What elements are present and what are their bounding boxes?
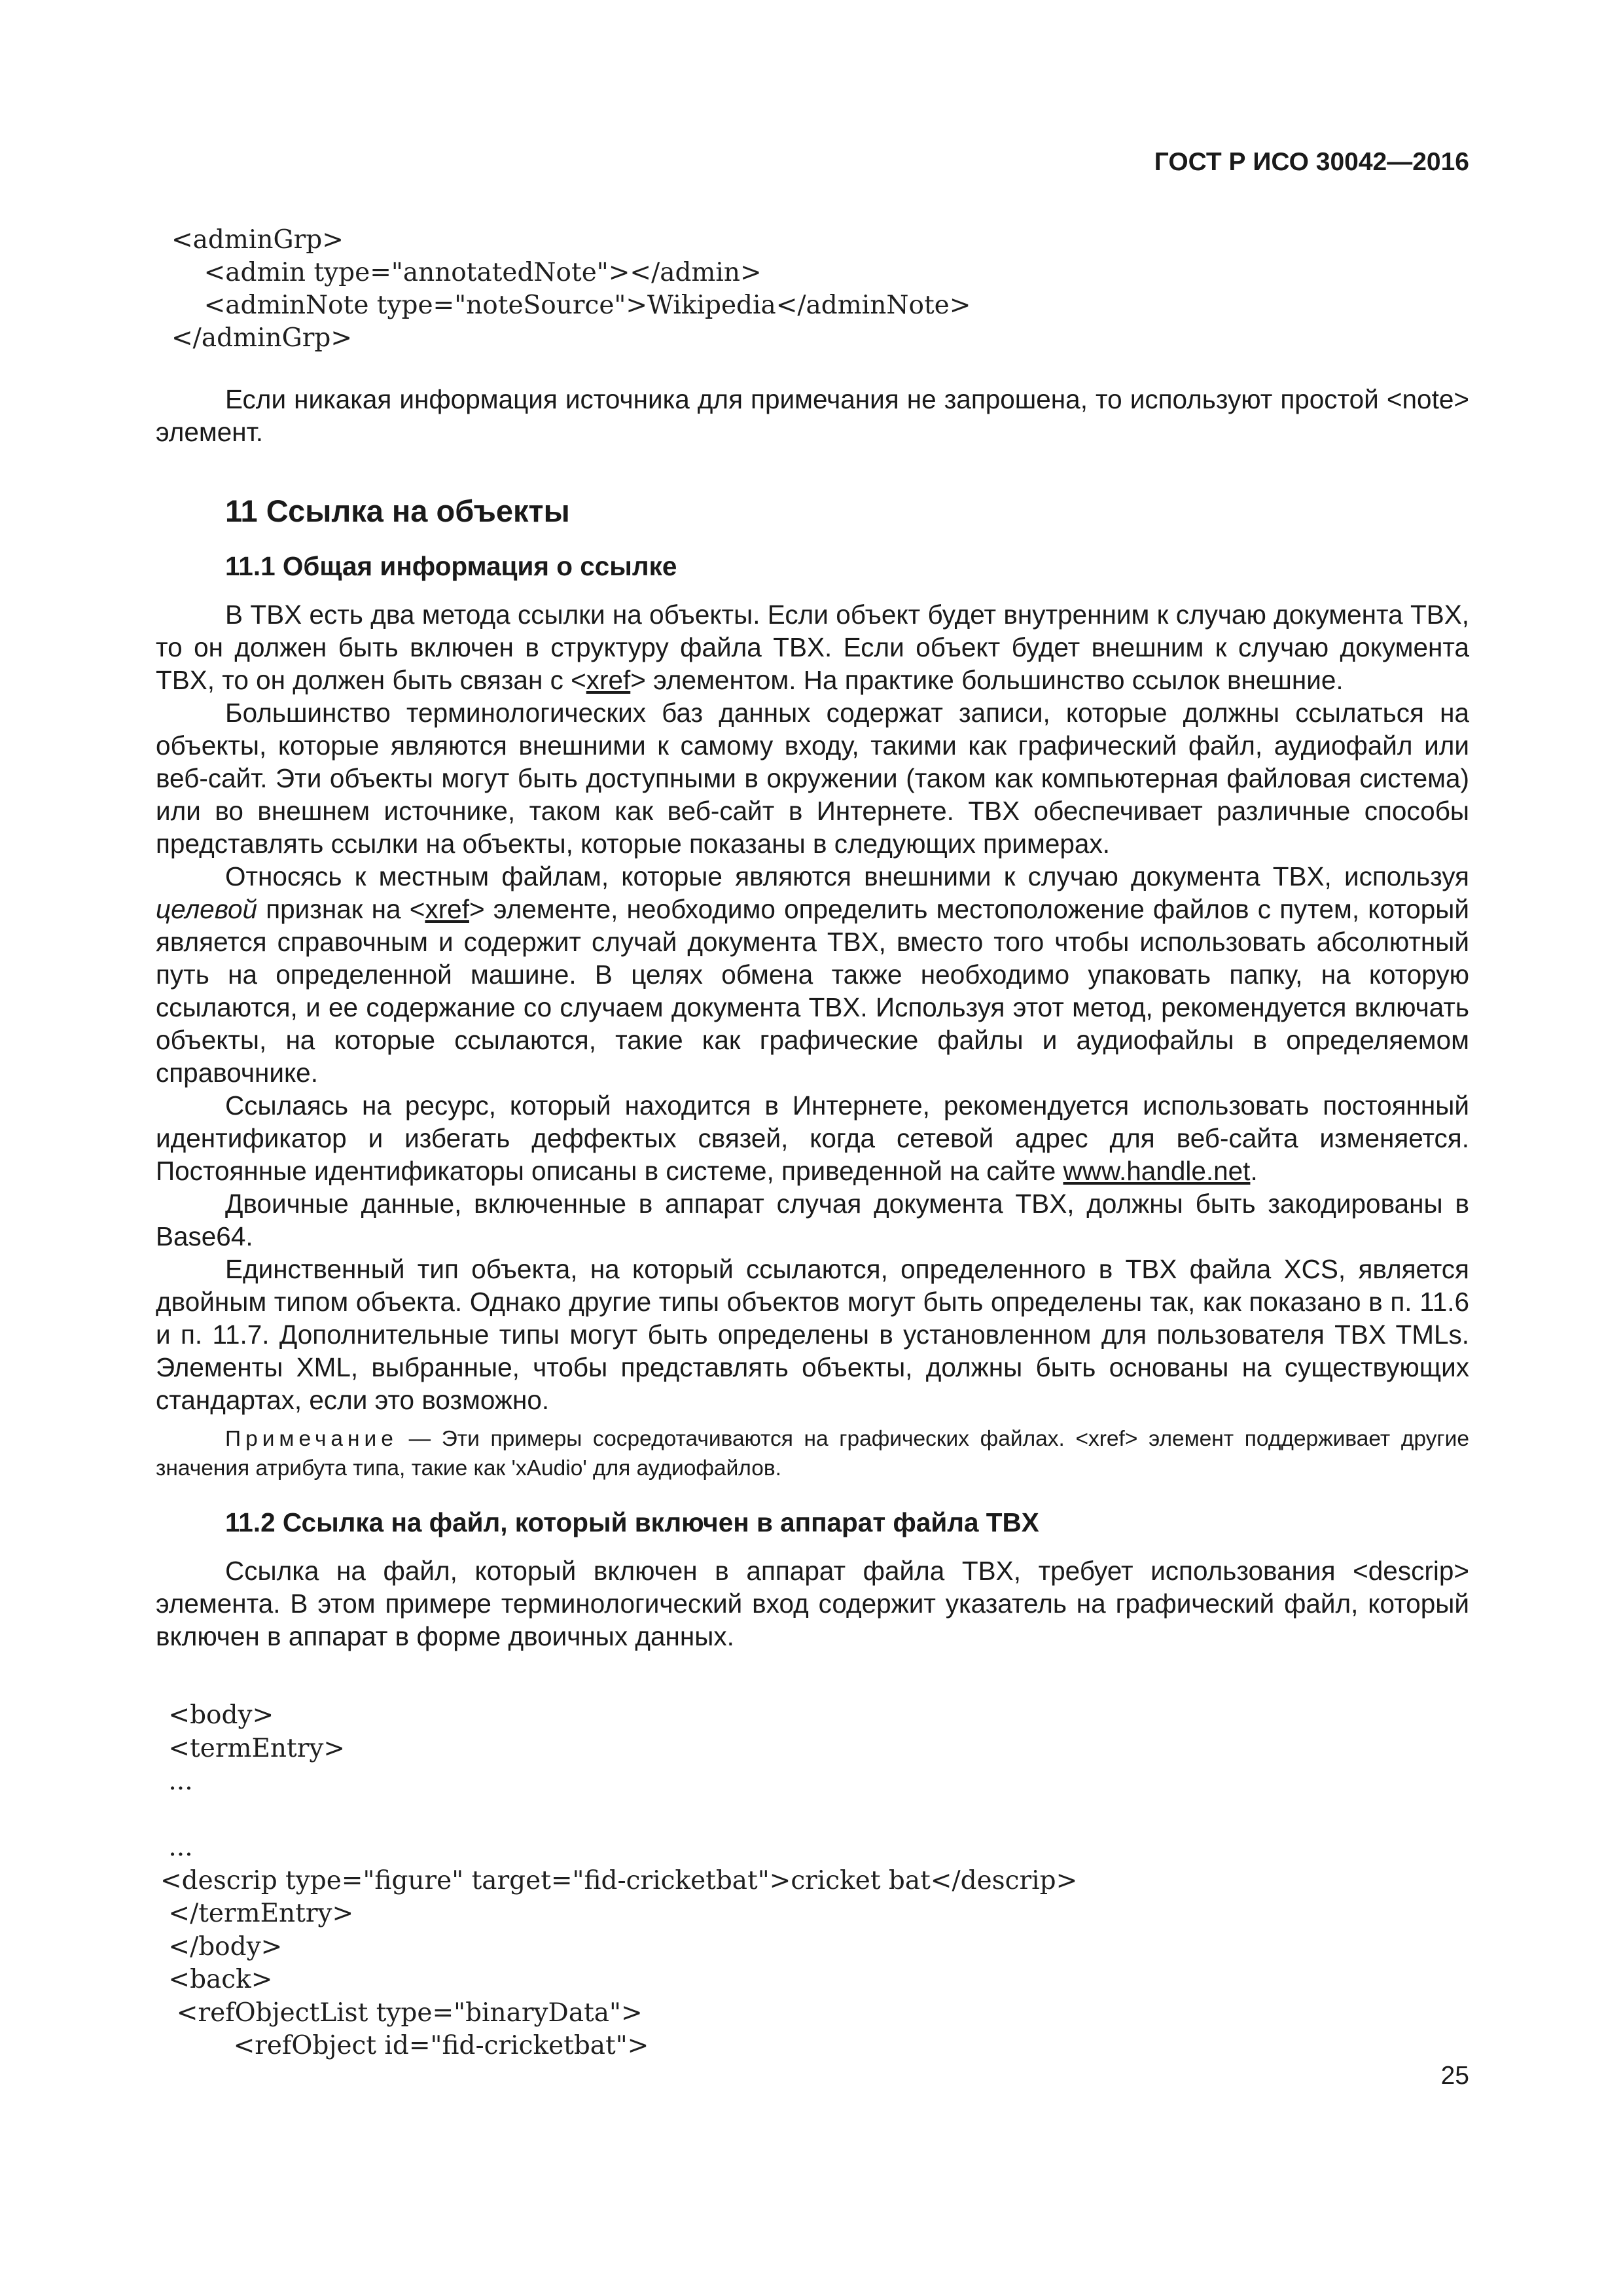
section-11-heading-block <box>156 493 1469 529</box>
section-11-1-heading-block <box>156 551 1469 582</box>
document-header: ГОСТ Р ИСО 30042—2016 <box>1154 148 1469 176</box>
paragraph-3: Относясь к местным файлам, которые являются внешними к случаю документа TBX, используя целевой признак на <xref> элементе, необходимо определить местоположение файлов с путем, который является справочным и содержит случай документа TBX, вместо того чтобы использовать абсолютный путь на определенной машине. В целях обмена также необходимо упаковать папку, на которую ссылаются, и ее содержание со случаем документа TBX. Используя этот метод, рекомендуется включать объекты, на которые ссылаются, такие как графические файлы и аудиофайлы в определяемом справочнике. <box>156 861 1469 1088</box>
intro-paragraph-block <box>156 383 1469 448</box>
intro-paragraph: Если никакая информация источника для примечания не запрошена, то используют простой <note> элемент. <box>156 384 1469 447</box>
paragraph-6: Единственный тип объекта, на который ссылаются, определенного в TBX файла XCS, является двойным типом объекта. Однако другие типы объектов могут быть определены так, как показано в п. 11.6 и п. 11.7. Дополнительные типы могут быть определены в установленном для пользователя TBX TMLs. Элементы XML, выбранные, чтобы представлять объекты, должны быть основаны на существующих стандартах, если это возможно. <box>156 1254 1469 1415</box>
section-11-1-body <box>156 598 1469 1483</box>
section-11-title: 11 Ссылка на объекты <box>225 493 570 528</box>
note-label: Примечание <box>225 1427 398 1451</box>
xref-link[interactable]: xref <box>425 894 469 924</box>
section-11-2-heading-block <box>156 1507 1469 1538</box>
handle-net-link[interactable]: www.handle.net <box>1063 1156 1251 1186</box>
paragraph-5: Двоичные данные, включенные в аппарат случая документа TBX, должны быть закодированы в Base64. <box>156 1189 1469 1251</box>
section-11-2-body <box>156 1554 1469 1653</box>
section-11-2-title: 11.2 Ссылка на файл, который включен в аппарат файла TBX <box>225 1507 1039 1537</box>
code-block-admin-grp: <adminGrp> <admin type="annotatedNote"></admin> <adminNote type="noteSource">Wikipedia</adminNote> </adminGrp> <box>171 225 971 353</box>
section-11-1-title: 11.1 Общая информация о ссылке <box>225 551 677 581</box>
italic-term: целевой <box>156 894 257 924</box>
page-number: 25 <box>1440 2062 1469 2090</box>
code-block-term-entry: <body> <termEntry> ... ... <descrip type="figure" target="fid-cricketbat">cricket bat</descrip> </termEntry> </body> <back> <refObjectList type="binaryData"> <refObject id="fid-cricketbat"> <box>160 1700 1078 2060</box>
paragraph-2: Большинство терминологических баз данных содержат записи, которые должны ссылаться на объекты, которые являются внешними к самому входу, такими как графический файл, аудиофайл или веб-сайт. Эти объекты могут быть доступными в окружении (таком как компьютерная файловая система) или во внешнем источнике, таком как веб-сайт в Интернете. TBX обеспечивает различные способы представлять ссылки на объекты, которые показаны в следующих примерах. <box>156 698 1469 859</box>
paragraph-1: В TBX есть два метода ссылки на объекты. Если объект будет внутренним к случаю документа TBX, то он должен быть включен в структуру файла TBX. Если объект будет внешним к случаю документа TBX, то он должен быть связан с <xref> элементом. На практике большинство ссылок внешние. <box>156 600 1469 695</box>
paragraph-7: Ссылка на файл, который включен в аппарат файла TBX, требует использования <descrip> элемента. В этом примере терминологический вход содержит указатель на графический файл, который включен в аппарат в форме двоичных данных. <box>156 1556 1469 1651</box>
paragraph-4: Ссылаясь на ресурс, который находится в Интернете, рекомендуется использовать постоянный идентификатор и избегать деффектых связей, когда сетевой адрес для веб-сайта изменяется. Постоянные идентификаторы описаны в системе, приведенной на сайте www.handle.net. <box>156 1090 1469 1186</box>
note-paragraph: Примечание — Эти примеры сосредотачиваются на графических файлах. <xref> элемент поддерживает другие значения атрибута типа, такие как 'xAudio' для аудиофайлов. <box>156 1427 1469 1480</box>
xref-link[interactable]: xref <box>586 665 631 695</box>
